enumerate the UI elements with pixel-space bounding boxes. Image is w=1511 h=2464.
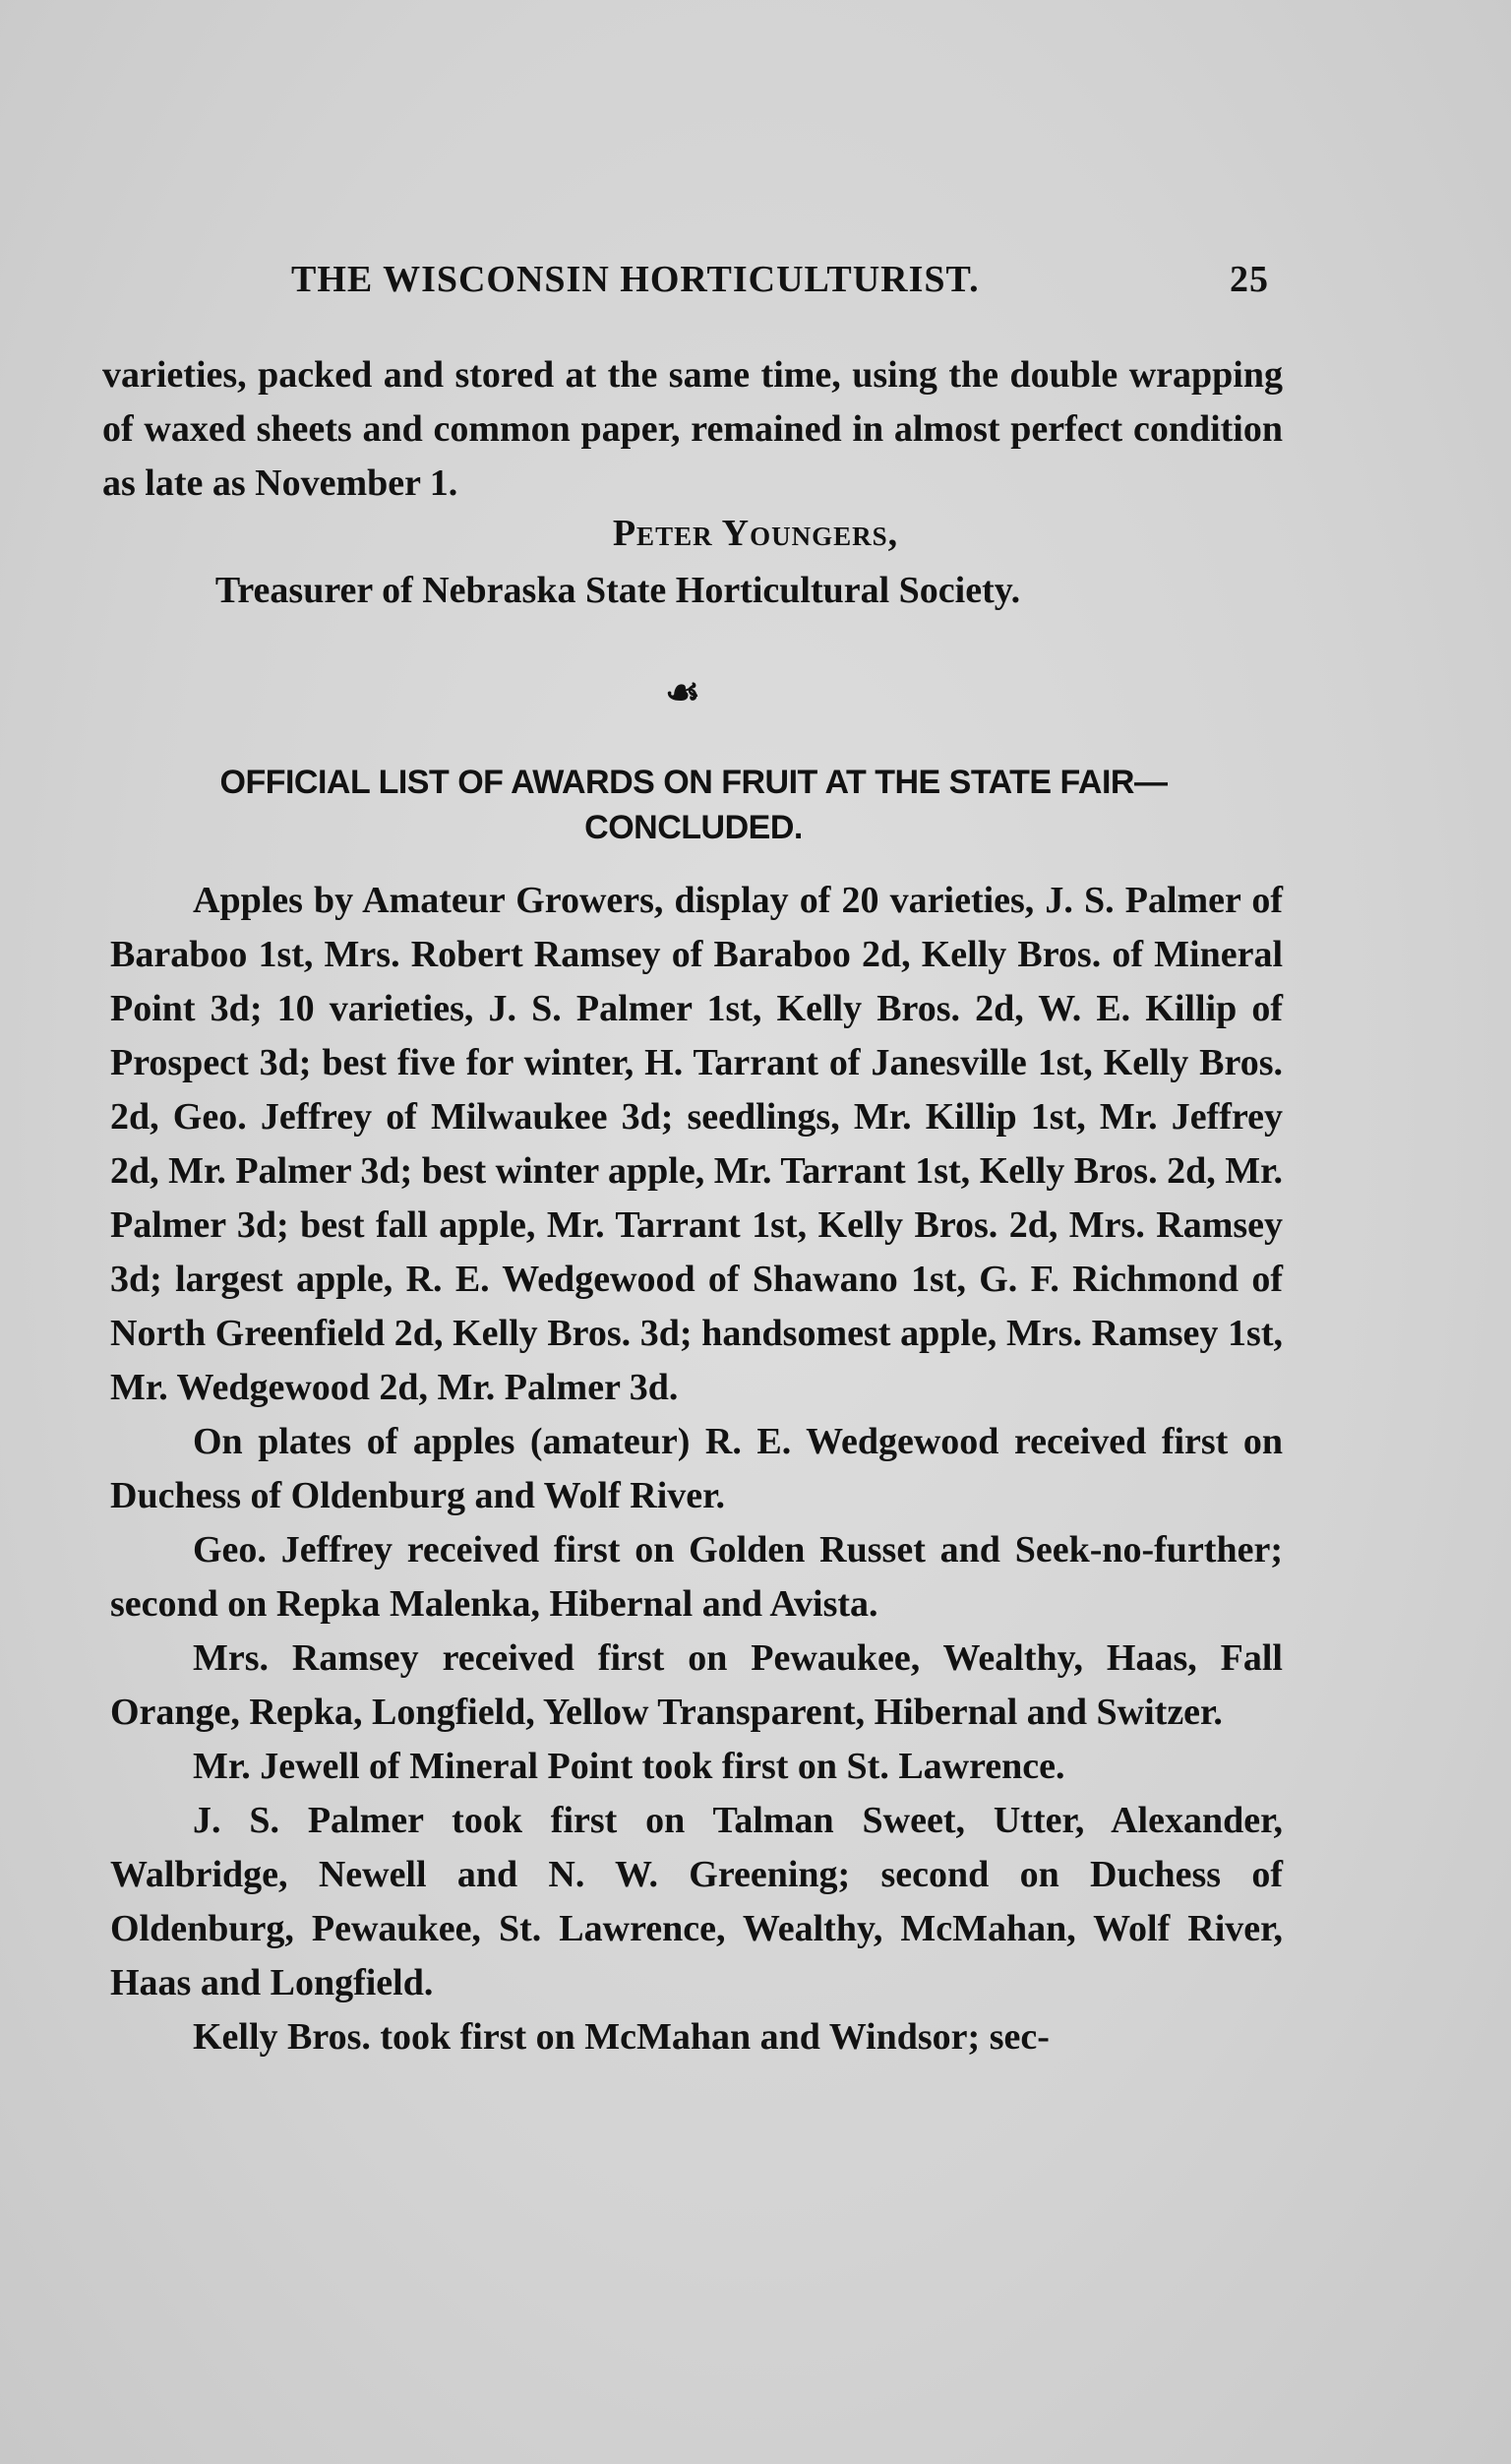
awards-paragraph: Geo. Jeffrey received first on Golden Russet and Seek-no-further; second on Repka Malenka, Hibernal and Avista. xyxy=(110,1529,1283,1625)
page-number: 25 xyxy=(1230,259,1269,300)
running-title: THE WISCONSIN HORTICULTURIST. xyxy=(291,259,980,300)
awards-paragraph: Mr. Jewell of Mineral Point took first on St. Lawrence. xyxy=(193,1746,1065,1787)
signature-name: Peter Youngers, xyxy=(612,513,899,554)
signature-title: Treasurer of Nebraska State Horticultural Society. xyxy=(214,570,1021,611)
awards-paragraph: J. S. Palmer took first on Talman Sweet, Utter, Alexander, Walbridge, Newell and N. W. Greening; second on Duchess of Oldenburg, Pewaukee, St. Lawrence, Wealthy, McMahan, Wolf River, Haas and Longfield. xyxy=(110,1800,1283,2003)
awards-paragraph: Kelly Bros. took first on McMahan and Windsor; sec- xyxy=(193,2016,1050,2058)
section-heading: OFFICIAL LIST OF AWARDS ON FRUIT AT THE STATE FAIR—CONCLUDED. xyxy=(219,764,1168,846)
awards-body xyxy=(110,874,1283,2064)
awards-paragraph: Apples by Amateur Growers, display of 20 varieties, J. S. Palmer of Baraboo 1st, Mrs. Robert Ramsey of Baraboo 2d, Kelly Bros. of Mineral Point 3d; 10 varieties, J. S. Palmer 1st, Kelly Bros. 2d, W. E. Killip of Prospect 3d; best five for winter, H. Tarrant of Janesville 1st, Kelly Bros. 2d, Geo. Jeffrey of Milwaukee 3d; seedlings, Mr. Killip 1st, Mr. Jeffrey 2d, Mr. Palmer 3d; best winter apple, Mr. Tarrant 1st, Kelly Bros. 2d, Mr. Palmer 3d; best fall apple, Mr. Tarrant 1st, Kelly Bros. 2d, Mrs. Ramsey 3d; largest apple, R. E. Wedgewood of Shawano 1st, G. F. Richmond of North Greenfield 2d, Kelly Bros. 3d; handsomest apple, Mrs. Ramsey 1st, Mr. Wedgewood 2d, Mr. Palmer 3d. xyxy=(110,880,1283,1408)
intro-paragraph: varieties, packed and stored at the same time, using the double wrapping of waxed sheets and common paper, remained in almost perfect condition as late as November 1. xyxy=(102,354,1283,504)
running-header xyxy=(291,258,1275,307)
awards-paragraph: On plates of apples (amateur) R. E. Wedgewood received first on Duchess of Oldenburg and Wolf River. xyxy=(110,1421,1283,1516)
awards-paragraph: Mrs. Ramsey received first on Pewaukee, Wealthy, Haas, Fall Orange, Repka, Longfield, Yellow Transparent, Hibernal and Switzer. xyxy=(110,1637,1283,1733)
section-ornament: ☙ xyxy=(665,670,700,714)
